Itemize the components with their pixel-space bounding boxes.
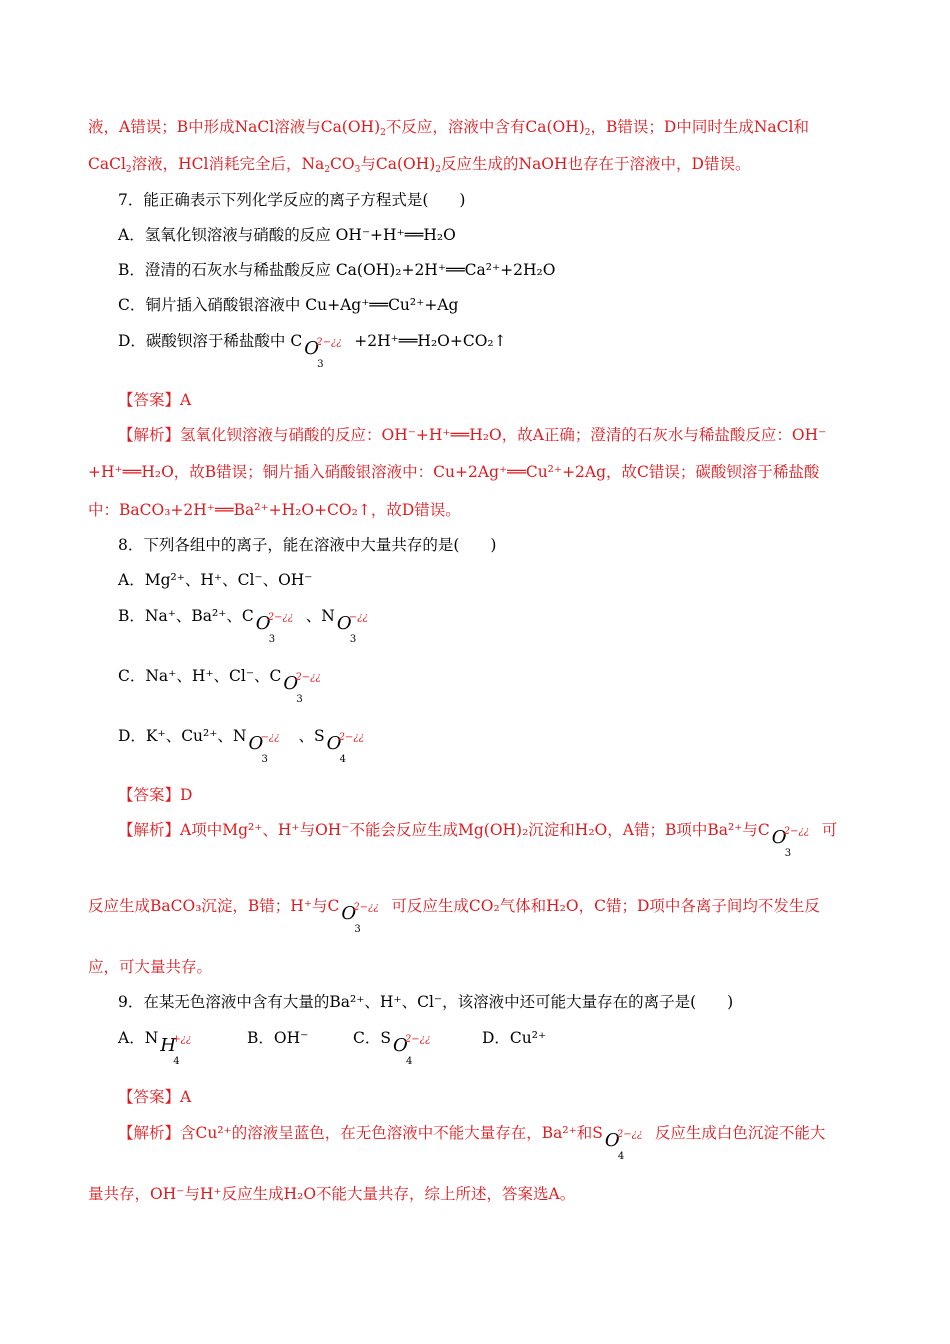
carbonate-ion: O 3 2−¿¿ bbox=[341, 902, 379, 935]
q8-analysis-2: 反应生成BaCO₃沉淀，B错；H⁺与C O 3 2−¿¿ 可反应生成CO₂气体和H₂O，C错；D项中各离子间均不发生反 bbox=[88, 897, 820, 935]
q9-analysis-1: 【解析】含Cu²⁺的溶液呈蓝色，在无色溶液中不能大量存在，Ba²⁺和S O 4 2−¿¿ 反应生成白色沉淀不能大 bbox=[118, 1124, 826, 1162]
sulfate-ion: O 4 2−¿¿ bbox=[604, 1129, 643, 1162]
q8-option-c: C．Na⁺、H⁺、Cl⁻、C O 3 2−¿¿ bbox=[118, 665, 333, 687]
q9-option-b: B．OH⁻ bbox=[247, 1029, 309, 1047]
q9-stem: 9．在某无色溶液中含有大量的Ba²⁺、H⁺、Cl⁻，该溶液中还可能大量存在的离子是( ) bbox=[118, 993, 734, 1011]
q7-analysis-2: +H⁺══H₂O，故B错误；铜片插入硝酸银溶液中：Cu+2Ag⁺══Cu²⁺+2Ag，故C错误；碳酸钡溶于稀盐酸 bbox=[88, 463, 820, 481]
q9-answer: 【答案】A bbox=[118, 1088, 192, 1106]
q7-stem: 7．能正确表示下列化学反应的离子方程式是( ) bbox=[118, 191, 466, 209]
carbonate-ion: O 3 2−¿¿ bbox=[255, 612, 294, 645]
q9-option-a: A．N H 4 +¿¿ bbox=[118, 1027, 210, 1049]
q9-option-d: D．Cu²⁺ bbox=[482, 1029, 547, 1047]
q8-option-a: A．Mg²⁺、H⁺、Cl⁻、OH⁻ bbox=[118, 571, 313, 589]
q9-option-c: C．S O 4 2−¿¿ bbox=[353, 1027, 443, 1049]
q7-option-b: B．澄清的石灰水与稀盐酸反应 Ca(OH)₂+2H⁺══Ca²⁺+2H₂O bbox=[118, 261, 556, 279]
q8-option-d: D．K⁺、Cu²⁺、N O 3 −¿¿ 、S O 4 2−¿¿ bbox=[118, 725, 377, 747]
ammonium-ion: H 4 +¿¿ bbox=[160, 1034, 192, 1067]
q7-answer: 【答案】A bbox=[118, 391, 192, 409]
q7-option-a: A．氢氧化钡溶液与硝酸的反应 OH⁻+H⁺══H₂O bbox=[118, 226, 456, 244]
q8-option-b: B．Na⁺、Ba²⁺、C O 3 2−¿¿ 、N O 3 −¿¿ bbox=[118, 605, 387, 627]
q7-option-c: C．铜片插入硝酸银溶液中 Cu+Ag⁺══Cu²⁺+Ag bbox=[118, 296, 459, 314]
q8-analysis-1: 【解析】A项中Mg²⁺、H⁺与OH⁻不能会反应生成Mg(OH)₂沉淀和H₂O，A错；B项中Ba²⁺与C O 3 2−¿¿ 可 bbox=[118, 821, 838, 859]
prev-analysis-line-2: CaCl$_2$溶液，HCl消耗完全后，$Na_2CO_3$与$Ca(OH)_2$反应生成的NaOH也存在于溶液中，D错误。 bbox=[88, 155, 751, 175]
carbonate-ion: O 3 2−¿¿ bbox=[304, 337, 342, 370]
nitrate-ion: O 3 −¿¿ bbox=[248, 732, 280, 765]
q7-option-d: D．碳酸钡溶于稀盐酸中 C O 3 2−¿¿ +2H⁺══H₂O+CO₂↑ bbox=[118, 332, 507, 370]
carbonate-ion: O 3 2−¿¿ bbox=[771, 826, 810, 859]
q8-stem: 8．下列各组中的离子，能在溶液中大量共存的是( ) bbox=[118, 536, 497, 554]
q8-analysis-3: 应，可大量共存。 bbox=[88, 958, 213, 976]
carbonate-ion: O 3 2−¿¿ bbox=[283, 672, 321, 705]
prev-analysis-line-1: 液，A错误；B中形成NaCl溶液与$Ca(OH)_2$不反应，溶液中含有$Ca(OH)_2$，B错误；D中同时生成NaCl和 bbox=[88, 118, 809, 138]
nitrate-ion: O 3 −¿¿ bbox=[336, 612, 368, 645]
q9-analysis-2: 量共存，OH⁻与H⁺反应生成H₂O不能大量共存，综上所述，答案选A。 bbox=[88, 1185, 576, 1203]
sulfate-ion: O 4 2−¿¿ bbox=[326, 732, 365, 765]
q8-answer: 【答案】D bbox=[118, 786, 193, 804]
sulfate-ion: O 4 2−¿¿ bbox=[392, 1034, 431, 1067]
q7-analysis-3: 中：BaCO₃+2H⁺══Ba²⁺+H₂O+CO₂↑，故D错误。 bbox=[88, 501, 461, 519]
q7-analysis-1: 【解析】氢氧化钡溶液与硝酸的反应：OH⁻+H⁺══H₂O，故A正确；澄清的石灰水与稀盐酸反应：OH⁻ bbox=[118, 426, 827, 444]
